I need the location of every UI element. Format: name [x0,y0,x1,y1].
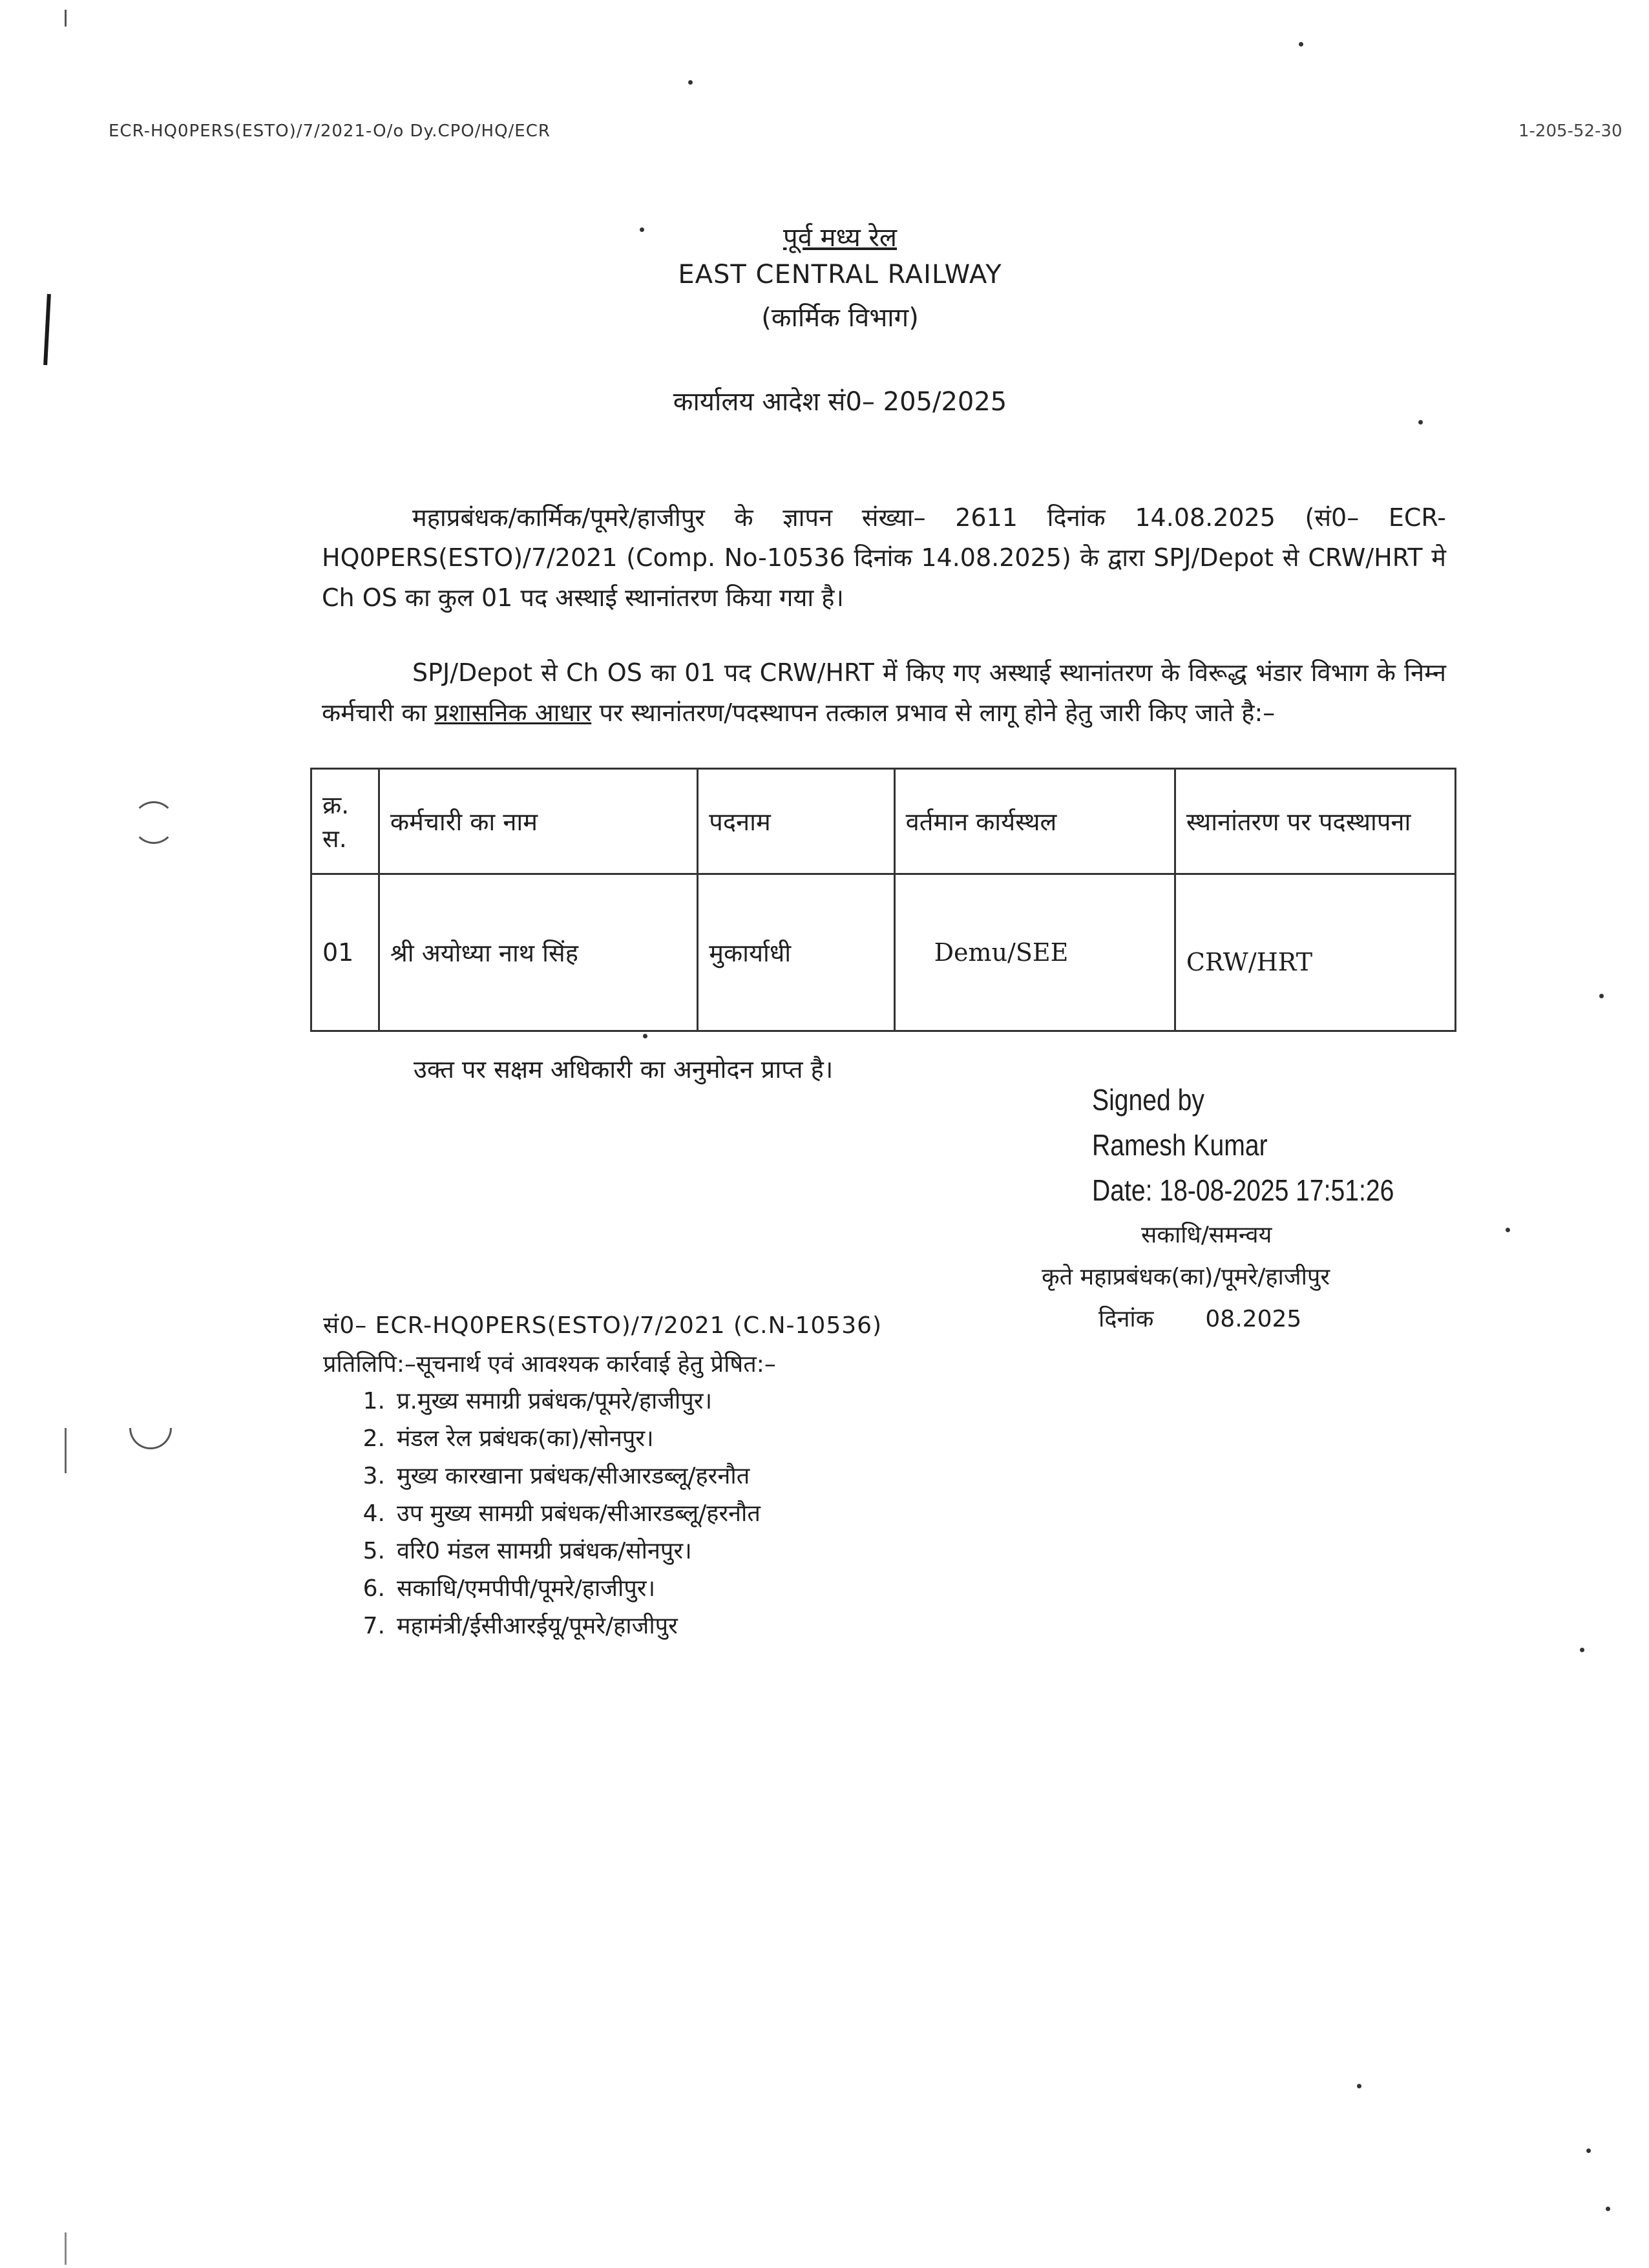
list-item: 4. उप मुख्य सामग्री प्रबंधक/सीआरडब्लू/हरनौत [362,1500,761,1527]
list-item: 2. मंडल रेल प्रबंधक(का)/सोनपुर। [362,1425,654,1452]
department-name: (कार्मिक विभाग) [761,303,919,333]
table-header-row [311,769,1456,874]
signatory-designation: सकाधि/समन्वय [1141,1222,1272,1248]
transfer-table [310,768,1456,1032]
org-name-hindi: पूर्व मध्य रेल [782,223,898,253]
scan-dot [1599,994,1604,998]
scan-dot [1586,2148,1591,2153]
list-item: 1. प्र.मुख्य समाग्री प्रबंधक/पूमरे/हाजीपुर। [362,1388,713,1414]
scan-mark [43,294,51,365]
list-item: 7. महामंत्री/ईसीआरईयू/पूमरे/हाजीपुर [362,1613,678,1639]
file-reference: ECR-HQ0PERS(ESTO)/7/2021-O/o Dy.CPO/HQ/ECR [109,121,551,141]
office-order-number: कार्यालय आदेश सं0– 205/2025 [673,387,1007,417]
paragraph-2: SPJ/Depot से Ch OS का 01 पद CRW/HRT में किए गए अस्थाई स्थानांतरण के विरूद्ध भंडार विभाग के निम्न कर्मचारी का प्रशासनिक आधार पर स्थानांतरण/पदस्थापन तत्काल प्रभाव से लागू होने हेतु जारी किए जाते है:– [322,658,1446,727]
scan-dot [1299,42,1303,47]
approval-statement: उक्त पर सक्षम अधिकारी का अनुमोदन प्राप्त है। [414,1055,834,1084]
signatory-office: कृते महाप्रबंधक(का)/पूमरे/हाजीपुर [1042,1264,1330,1290]
signature-line-1: Signed by [1092,1083,1204,1117]
copy-reference: सं0– ECR-HQ0PERS(ESTO)/7/2021 (C.N-10536) [323,1312,883,1339]
header-sno: क्र. स. [311,769,379,874]
scan-mark [65,1428,67,1473]
signature-date: Date: 18-08-2025 17:51:26 [1092,1173,1394,1207]
scan-dot [1357,2084,1361,2088]
signature-dated: दिनांक 08.2025 [1098,1306,1302,1332]
scan-dot [643,1034,647,1038]
cell-current-location: Demu/SEE [894,874,1175,1031]
list-item: 5. वरि0 मंडल सामग्री प्रबंधक/सोनपुर। [362,1538,692,1564]
cell-designation: मुकार्याधी [698,874,894,1031]
header-current-location: वर्तमान कार्यस्थल [894,769,1175,874]
punch-hole [129,1428,172,1449]
list-item: 6. सकाधि/एमपीपी/पूमरे/हाजीपुर। [362,1575,656,1602]
scan-dot [1580,1648,1584,1652]
paragraph-1: महाप्रबंधक/कार्मिक/पूमरे/हाजीपुर के ज्ञापन संख्या– 2611 दिनांक 14.08.2025 (सं0– ECR-HQ0PERS(ESTO)/7/2021 (Comp. No-10536 दिनांक 14.08.2025) के द्वारा SPJ/Depot से CRW/HRT मे Ch OS का कुल 01 पद अस्थाई स्थानांतरण किया गया है। [322,503,1446,612]
org-name-english: EAST CENTRAL RAILWAY [678,260,1002,289]
list-item: 3. मुख्य कारखाना प्रबंधक/सीआरडब्लू/हरनौत [362,1463,750,1489]
scan-dot [1606,2207,1610,2211]
scan-dot [688,80,693,85]
scan-dot [1418,420,1423,425]
table-row [311,874,1456,1031]
header-designation: पदनाम [698,769,894,874]
recipient-list [336,1383,761,1645]
scan-dot [1506,1228,1510,1232]
cell-name: श्री अयोध्या नाथ सिंह [379,874,697,1031]
header-posting: स्थानांतरण पर पदस्थापना [1175,769,1455,874]
scan-mark [65,2232,67,2265]
cell-posting: CRW/HRT [1175,874,1455,1031]
document-code: 1-205-52-30 [1518,121,1623,141]
header-name: कर्मचारी का नाम [379,769,697,874]
punch-hole [132,801,175,844]
signature-name: Ramesh Kumar [1092,1128,1268,1162]
copy-heading: प्रतिलिपि:–सूचनार्थ एवं आवश्यक कार्रवाई हेतु प्रेषित:– [323,1351,776,1378]
scan-mark [65,10,67,26]
cell-sno: 01 [311,874,379,1031]
